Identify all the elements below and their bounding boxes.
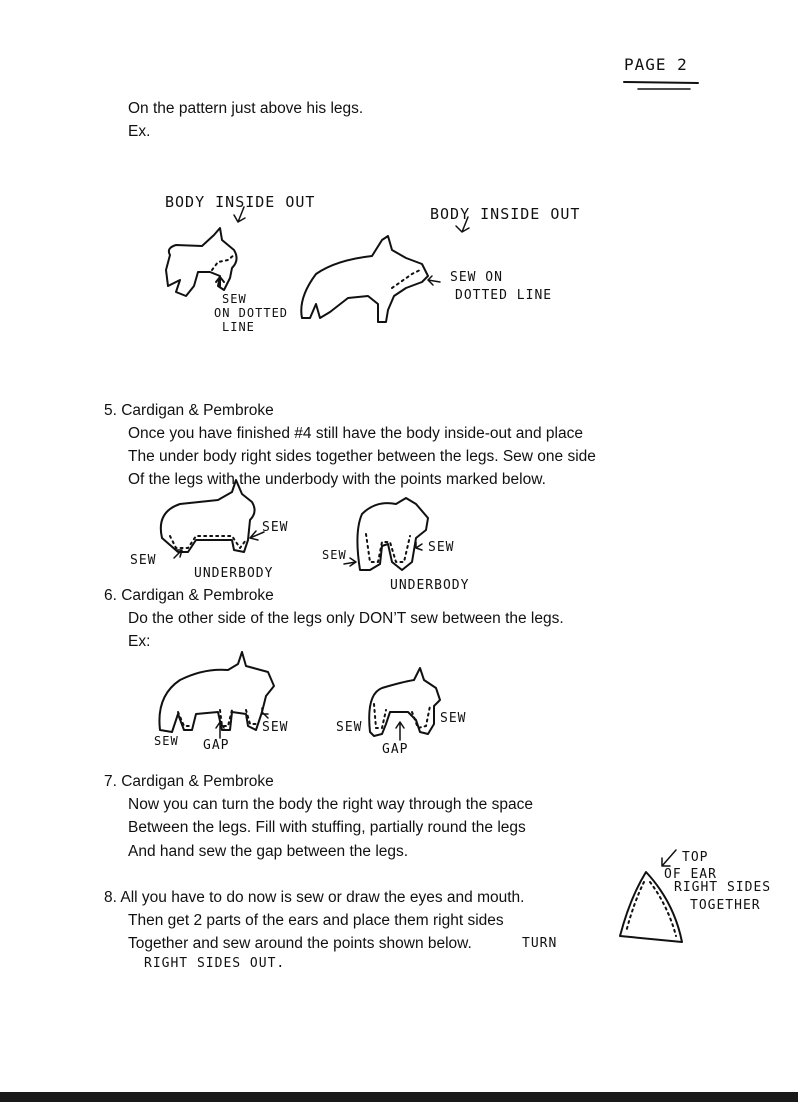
fig-underbody-drawing [140, 478, 470, 578]
step8-line-1: 8. All you have to do now is sew or draw the eyes and mouth. [104, 889, 525, 906]
fig-gap-sew-d: SEW [440, 711, 467, 726]
fig-body-drawing [150, 200, 470, 340]
fig-body-label-right: BODY INSIDE OUT [430, 205, 581, 223]
fig-gap-gap-b: GAP [382, 742, 409, 757]
fig-gap-sew-b: SEW [262, 720, 289, 735]
page-label: PAGE 2 [624, 55, 688, 74]
scan-edge-bar [0, 1092, 798, 1102]
fig-gap-gap-a: GAP [203, 738, 230, 753]
step6-line-2: Ex: [128, 633, 151, 650]
fig-body-sew-left-1: SEW [222, 292, 247, 306]
fig-gap-sew-c: SEW [336, 720, 363, 735]
step8-note-right-sides-out: RIGHT SIDES OUT. [144, 956, 286, 971]
step7-line-3: And hand sew the gap between the legs. [128, 843, 409, 860]
fig-ear-label-4: TOGETHER [690, 898, 761, 913]
step6-title: 6. Cardigan & Pembroke [104, 587, 274, 604]
step7-line-2: Between the legs. Fill with stuffing, partially round the legs [128, 819, 526, 836]
fig-underbody-under-a: UNDERBODY [194, 566, 274, 581]
fig-body-sew-left-2: ON DOTTED [214, 306, 289, 320]
step8-line-2: Then get 2 parts of the ears and place them right sides [128, 912, 504, 929]
fig-gap-drawing [150, 650, 480, 750]
fig-ear-label-1: TOP [682, 850, 709, 865]
fig-ear-label-2: OF EAR [664, 867, 717, 882]
fig-ear-label-3: RIGHT SIDES [674, 880, 772, 895]
step6-line-1: Do the other side of the legs only DON’T sew between the legs. [128, 610, 564, 627]
step8-line-3: Together and sew around the points shown below. [128, 935, 472, 952]
step8-note-turn: TURN [522, 936, 558, 951]
step7-line-1: Now you can turn the body the right way through the space [128, 796, 533, 813]
step5-line-2: The under body right sides together between the legs. Sew one side [128, 448, 596, 465]
fig-underbody-sew-c: SEW [322, 548, 347, 562]
intro-line-1: On the pattern just above his legs. [128, 100, 364, 117]
step5-line-1: Once you have finished #4 still have the body inside-out and place [128, 425, 583, 442]
step7-title: 7. Cardigan & Pembroke [104, 773, 274, 790]
fig-body-sew-left-3: LINE [222, 320, 255, 334]
fig-underbody-under-b: UNDERBODY [390, 578, 470, 593]
page-label-underline [620, 78, 710, 92]
fig-gap-sew-a: SEW [154, 734, 179, 748]
fig-underbody-sew-b: SEW [262, 520, 289, 535]
fig-body-sew-right-1: SEW ON [450, 270, 503, 285]
fig-body-label-left: BODY INSIDE OUT [165, 193, 316, 211]
fig-body-sew-right-2: DOTTED LINE [455, 288, 553, 303]
fig-underbody-sew-a: SEW [130, 553, 157, 568]
dog-outline-right [301, 236, 428, 322]
step5-title: 5. Cardigan & Pembroke [104, 402, 274, 419]
step5-line-3: Of the legs with the underbody with the points marked below. [128, 471, 546, 488]
intro-line-2: Ex. [128, 123, 151, 140]
fig-underbody-sew-d: SEW [428, 540, 455, 555]
dog-outline-left [166, 228, 237, 296]
